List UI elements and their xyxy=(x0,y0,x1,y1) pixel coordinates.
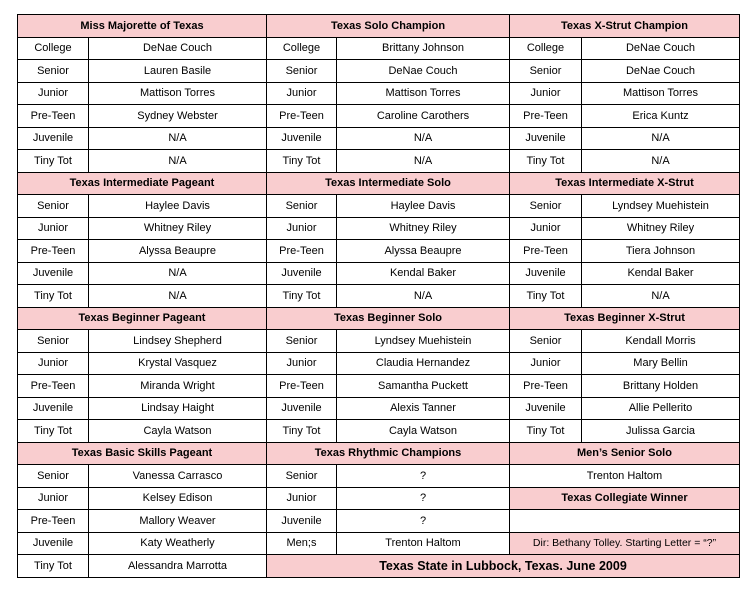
name-cell: Tiera Johnson xyxy=(582,240,740,263)
table-row xyxy=(18,487,740,510)
name-cell: N/A xyxy=(337,150,510,173)
section-title-basic-skills-pageant: Texas Basic Skills Pageant xyxy=(18,442,267,465)
table-row xyxy=(18,352,740,375)
level-cell: Juvenile xyxy=(18,262,89,285)
name-cell: Kelsey Edison xyxy=(89,487,267,510)
level-cell: Junior xyxy=(510,82,582,105)
name-cell: N/A xyxy=(582,127,740,150)
name-cell: Sydney Webster xyxy=(89,105,267,128)
level-cell: Senior xyxy=(267,330,337,353)
level-cell: Pre-Teen xyxy=(18,105,89,128)
name-cell: DeNae Couch xyxy=(89,37,267,60)
level-cell: Junior xyxy=(510,352,582,375)
level-cell: Senior xyxy=(267,60,337,83)
level-cell: Juvenile xyxy=(510,397,582,420)
name-cell: Alessandra Marrotta xyxy=(89,555,267,578)
level-cell: Tiny Tot xyxy=(510,285,582,308)
level-cell: Juvenile xyxy=(18,397,89,420)
name-cell: Lyndsey Muehistein xyxy=(582,195,740,218)
section-title-collegiate-winner: Texas Collegiate Winner xyxy=(510,487,740,510)
section-title-rhythmic-champions: Texas Rhythmic Champions xyxy=(267,442,510,465)
name-cell: N/A xyxy=(89,127,267,150)
level-cell: Pre-Teen xyxy=(267,240,337,263)
name-cell: N/A xyxy=(89,150,267,173)
table-row xyxy=(18,510,740,533)
name-cell: Allie Pellerito xyxy=(582,397,740,420)
section-title-beginner-xstrut: Texas Beginner X-Strut xyxy=(510,307,740,330)
level-cell: Pre-Teen xyxy=(510,105,582,128)
name-cell: Whitney Riley xyxy=(337,217,510,240)
collegiate-winner-name xyxy=(510,510,740,533)
name-cell: Haylee Davis xyxy=(89,195,267,218)
level-cell: Senior xyxy=(18,195,89,218)
name-cell: Krystal Vasquez xyxy=(89,352,267,375)
section-title-mens-senior-solo: Men’s Senior Solo xyxy=(510,442,740,465)
table-row xyxy=(18,397,740,420)
table-row xyxy=(18,330,740,353)
name-cell: N/A xyxy=(582,285,740,308)
table-row xyxy=(18,150,740,173)
name-cell: ? xyxy=(337,465,510,488)
header-row xyxy=(18,172,740,195)
section-title-intermediate-pageant: Texas Intermediate Pageant xyxy=(18,172,267,195)
table-row xyxy=(18,532,740,555)
level-cell: Tiny Tot xyxy=(18,420,89,443)
section-title-intermediate-xstrut: Texas Intermediate X-Strut xyxy=(510,172,740,195)
table-row xyxy=(18,105,740,128)
name-cell: Lauren Basile xyxy=(89,60,267,83)
mens-senior-solo-name: Trenton Haltom xyxy=(510,465,740,488)
name-cell: Mattison Torres xyxy=(89,82,267,105)
level-cell: Junior xyxy=(18,487,89,510)
section-title-beginner-pageant: Texas Beginner Pageant xyxy=(18,307,267,330)
level-cell: Junior xyxy=(267,487,337,510)
table-row xyxy=(18,262,740,285)
level-cell: College xyxy=(18,37,89,60)
section-title-beginner-solo: Texas Beginner Solo xyxy=(267,307,510,330)
level-cell: Pre-Teen xyxy=(267,375,337,398)
level-cell: Tiny Tot xyxy=(267,150,337,173)
name-cell: ? xyxy=(337,487,510,510)
director-note: Dir: Bethany Tolley. Starting Letter = “?” xyxy=(510,532,740,555)
level-cell: Pre-Teen xyxy=(18,510,89,533)
section-title-intermediate-solo: Texas Intermediate Solo xyxy=(267,172,510,195)
section-title-miss-majorette: Miss Majorette of Texas xyxy=(18,15,267,38)
level-cell: Pre-Teen xyxy=(510,375,582,398)
level-cell: Pre-Teen xyxy=(18,375,89,398)
level-cell: College xyxy=(267,37,337,60)
name-cell: Mary Bellin xyxy=(582,352,740,375)
level-cell: Junior xyxy=(267,217,337,240)
name-cell: Lindsey Shepherd xyxy=(89,330,267,353)
event-footer: Texas State in Lubbock, Texas. June 2009 xyxy=(267,555,740,578)
name-cell: Kendal Baker xyxy=(337,262,510,285)
level-cell: Senior xyxy=(510,60,582,83)
level-cell: Tiny Tot xyxy=(267,285,337,308)
name-cell: Alyssa Beaupre xyxy=(89,240,267,263)
name-cell: DeNae Couch xyxy=(582,60,740,83)
name-cell: N/A xyxy=(337,127,510,150)
level-cell: Juvenile xyxy=(267,127,337,150)
table-row xyxy=(18,37,740,60)
level-cell: Tiny Tot xyxy=(510,420,582,443)
level-cell: Tiny Tot xyxy=(510,150,582,173)
table-row xyxy=(18,82,740,105)
name-cell: Trenton Haltom xyxy=(337,532,510,555)
results-table xyxy=(17,14,740,578)
name-cell: Alyssa Beaupre xyxy=(337,240,510,263)
header-row xyxy=(18,442,740,465)
table-row xyxy=(18,195,740,218)
name-cell: Lindsay Haight xyxy=(89,397,267,420)
table-row xyxy=(18,217,740,240)
table-row xyxy=(18,555,740,578)
name-cell: DeNae Couch xyxy=(582,37,740,60)
table-row xyxy=(18,375,740,398)
level-cell: Tiny Tot xyxy=(18,555,89,578)
name-cell: N/A xyxy=(89,285,267,308)
name-cell: Kendal Baker xyxy=(582,262,740,285)
level-cell: Juvenile xyxy=(267,397,337,420)
name-cell: Alexis Tanner xyxy=(337,397,510,420)
section-title-xstrut-champion: Texas X-Strut Champion xyxy=(510,15,740,38)
name-cell: Caroline Carothers xyxy=(337,105,510,128)
level-cell: Juvenile xyxy=(18,127,89,150)
level-cell: Pre-Teen xyxy=(18,240,89,263)
level-cell: Junior xyxy=(267,82,337,105)
name-cell: Cayla Watson xyxy=(337,420,510,443)
name-cell: Brittany Holden xyxy=(582,375,740,398)
header-row xyxy=(18,15,740,38)
name-cell: N/A xyxy=(337,285,510,308)
level-cell: Senior xyxy=(18,465,89,488)
table-row xyxy=(18,240,740,263)
level-cell: Tiny Tot xyxy=(18,285,89,308)
section-title-solo-champion: Texas Solo Champion xyxy=(267,15,510,38)
table-row xyxy=(18,420,740,443)
level-cell: Junior xyxy=(18,217,89,240)
name-cell: Miranda Wright xyxy=(89,375,267,398)
name-cell: Erica Kuntz xyxy=(582,105,740,128)
name-cell: Kendall Morris xyxy=(582,330,740,353)
level-cell: Tiny Tot xyxy=(267,420,337,443)
level-cell: Junior xyxy=(18,352,89,375)
name-cell: Vanessa Carrasco xyxy=(89,465,267,488)
level-cell: Junior xyxy=(18,82,89,105)
table-row xyxy=(18,60,740,83)
level-cell: Pre-Teen xyxy=(267,105,337,128)
name-cell: Cayla Watson xyxy=(89,420,267,443)
name-cell: Haylee Davis xyxy=(337,195,510,218)
level-cell: Juvenile xyxy=(510,262,582,285)
level-cell: Pre-Teen xyxy=(510,240,582,263)
name-cell: Mattison Torres xyxy=(337,82,510,105)
name-cell: ? xyxy=(337,510,510,533)
name-cell: N/A xyxy=(89,262,267,285)
name-cell: N/A xyxy=(582,150,740,173)
name-cell: Julissa Garcia xyxy=(582,420,740,443)
level-cell: Junior xyxy=(510,217,582,240)
level-cell: Senior xyxy=(18,330,89,353)
name-cell: Mattison Torres xyxy=(582,82,740,105)
level-cell: College xyxy=(510,37,582,60)
header-row xyxy=(18,307,740,330)
level-cell: Senior xyxy=(510,330,582,353)
level-cell: Junior xyxy=(267,352,337,375)
name-cell: Claudia Hernandez xyxy=(337,352,510,375)
name-cell: Whitney Riley xyxy=(582,217,740,240)
level-cell: Senior xyxy=(510,195,582,218)
name-cell: Mallory Weaver xyxy=(89,510,267,533)
name-cell: Lyndsey Muehistein xyxy=(337,330,510,353)
level-cell: Senior xyxy=(267,195,337,218)
name-cell: Brittany Johnson xyxy=(337,37,510,60)
level-cell: Senior xyxy=(267,465,337,488)
level-cell: Tiny Tot xyxy=(18,150,89,173)
name-cell: Katy Weatherly xyxy=(89,532,267,555)
table-row xyxy=(18,285,740,308)
level-cell: Juvenile xyxy=(18,532,89,555)
level-cell: Juvenile xyxy=(267,510,337,533)
name-cell: Whitney Riley xyxy=(89,217,267,240)
level-cell: Men;s xyxy=(267,532,337,555)
level-cell: Senior xyxy=(18,60,89,83)
level-cell: Juvenile xyxy=(510,127,582,150)
table-row xyxy=(18,127,740,150)
level-cell: Juvenile xyxy=(267,262,337,285)
name-cell: Samantha Puckett xyxy=(337,375,510,398)
table-row xyxy=(18,465,740,488)
name-cell: DeNae Couch xyxy=(337,60,510,83)
